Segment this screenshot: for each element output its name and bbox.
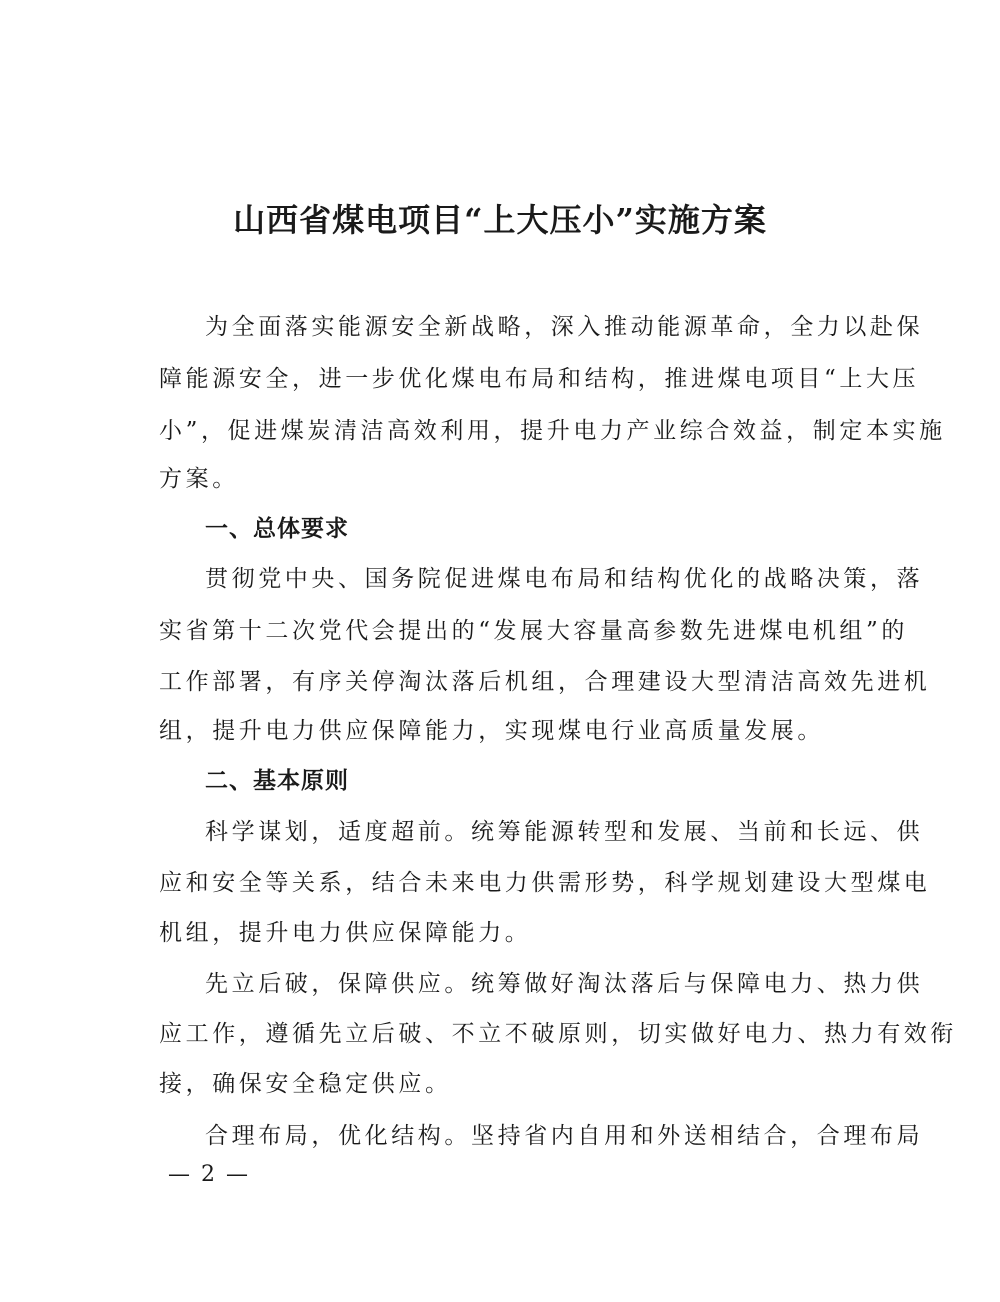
intro-line-1: 为全面落实能源安全新战略，深入推动能源革命，全力以赴保	[205, 314, 924, 340]
principle1-line-2: 应和安全等关系，结合未来电力供需形势，科学规划建设大型煤电	[159, 870, 931, 896]
section-heading-general-requirements: 一、总体要求	[205, 516, 349, 542]
principle1-line-3: 机组，提升电力供应保障能力。	[159, 920, 532, 946]
intro-line-3: 小”，促进煤炭清洁高效利用，提升电力产业综合效益，制定本实施	[159, 418, 946, 444]
principle2-line-1: 先立后破，保障供应。统筹做好淘汰落后与保障电力、热力供	[205, 971, 924, 997]
principle3-line-1: 合理布局，优化结构。坚持省内自用和外送相结合，合理布局	[205, 1123, 924, 1149]
section1-line-4: 组，提升电力供应保障能力，实现煤电行业高质量发展。	[159, 718, 824, 744]
page-number: — 2 —	[168, 1162, 250, 1187]
document-title: 山西省煤电项目“上大压小”实施方案	[233, 201, 767, 239]
principle2-line-2: 应工作，遵循先立后破、不立不破原则，切实做好电力、热力有效衔	[159, 1021, 957, 1047]
section1-line-3: 工作部署，有序关停淘汰落后机组，合理建设大型清洁高效先进机	[159, 669, 931, 695]
intro-line-4: 方案。	[159, 466, 239, 492]
section1-line-1: 贯彻党中央、国务院促进煤电布局和结构优化的战略决策，落	[205, 566, 924, 592]
intro-line-2: 障能源安全，进一步优化煤电布局和结构，推进煤电项目“上大压	[159, 366, 920, 392]
principle2-line-3: 接，确保安全稳定供应。	[159, 1071, 452, 1097]
section1-line-2: 实省第十二次党代会提出的“发展大容量高参数先进煤电机组”的	[159, 618, 908, 644]
section-heading-basic-principles: 二、基本原则	[205, 768, 349, 794]
principle1-line-1: 科学谋划，适度超前。统筹能源转型和发展、当前和长远、供	[205, 819, 924, 845]
